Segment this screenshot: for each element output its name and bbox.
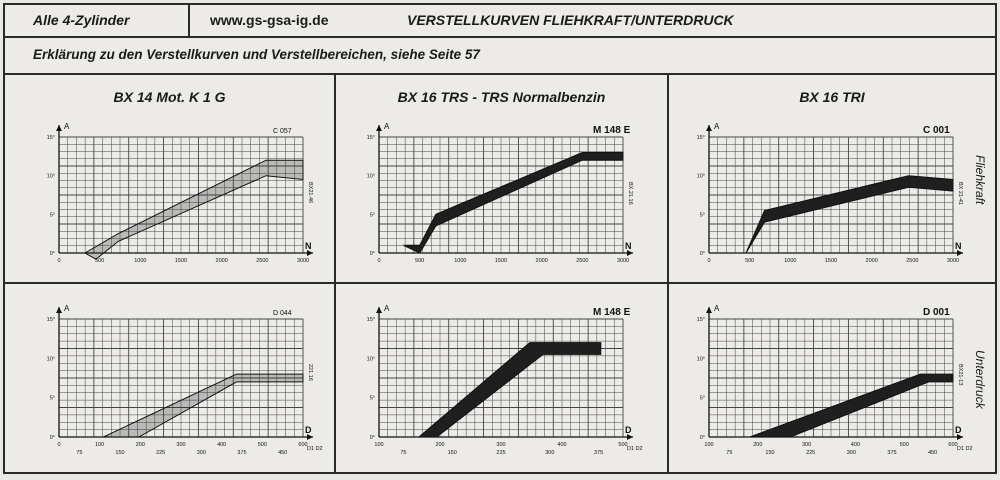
x-tick-label-secondary: 150: [115, 450, 125, 456]
document-title: VERSTELLKURVEN FLIEHKRAFT/UNTERDRUCK: [407, 12, 734, 28]
x-tick-label: 1500: [494, 258, 508, 264]
column-title-bx14: BX 14 Mot. K 1 G: [113, 89, 226, 105]
column-title-bx16trs: BX 16 TRS - TRS Normalbenzin: [397, 89, 606, 105]
x-tick-label: 500: [745, 258, 755, 264]
row-divider: [5, 282, 995, 284]
website-label: www.gs-gsa-ig.de: [210, 12, 329, 28]
chart-bx16tri-unterdruck: [685, 297, 975, 467]
x-tick-label: 300: [176, 442, 186, 448]
curve-code: D 001: [923, 307, 950, 318]
subtitle-text: Erklärung zu den Verstellkurven und Verstellbereichen, siehe Seite 57: [33, 47, 480, 62]
x-tick-label: 2500: [576, 258, 589, 264]
x-tick-label: 1500: [824, 258, 838, 264]
y-tick-label: 0°: [49, 251, 55, 257]
x-tick-label: 1000: [454, 258, 467, 264]
x-tick-label: 500: [618, 442, 628, 448]
y-tick-label: 15°: [46, 135, 55, 141]
y-tick-label: 5°: [699, 395, 705, 402]
x-tick-label: 0: [377, 258, 381, 264]
x-tick-label: 1000: [134, 258, 147, 264]
row-label-unterdruck: Unterdruck: [973, 350, 987, 409]
x-tick-label-secondary: 225: [806, 450, 816, 456]
curve-code: M 148 E: [593, 125, 631, 136]
chart-bx16tri-fliehkraft: [685, 115, 975, 275]
y-axis-label: A: [384, 122, 390, 131]
x-tick-label: 100: [704, 442, 714, 448]
curve-code: D 044: [273, 310, 292, 317]
x-tick-unit: D1 D2: [627, 446, 643, 452]
x-tick-label-secondary: 75: [76, 450, 83, 456]
x-tick-label: 0: [57, 258, 61, 264]
x-tick-label-secondary: 450: [278, 450, 288, 456]
y-tick-label: 5°: [699, 212, 705, 219]
y-tick-label: 10°: [46, 173, 55, 180]
y-tick-label: 15°: [366, 317, 375, 323]
x-tick-unit: D1 D2: [957, 446, 973, 452]
row-label-fliehkraft: Fliehkraft: [973, 155, 987, 205]
x-tick-label-secondary: 375: [887, 450, 897, 456]
advance-band: [403, 153, 623, 254]
y-tick-label: 0°: [369, 435, 375, 441]
y-tick-label: 5°: [369, 395, 375, 402]
x-tick-label: 2500: [906, 258, 919, 264]
x-tick-label: 500: [95, 258, 105, 264]
x-tick-label: 2000: [215, 258, 228, 264]
x-tick-label: 500: [899, 442, 909, 448]
subtitle-bar: [5, 38, 995, 75]
x-tick-label: 600: [298, 442, 308, 448]
header-bar: [5, 5, 995, 38]
y-tick-label: 5°: [49, 212, 55, 219]
x-tick-label-secondary: 150: [447, 450, 457, 456]
x-tick-label-secondary: 300: [545, 450, 555, 456]
y-axis-arrow: [376, 125, 382, 131]
x-tick-label-secondary: 300: [846, 450, 856, 456]
side-code: 221.16: [307, 364, 313, 381]
y-tick-label: 0°: [699, 251, 705, 257]
x-axis-label: N: [955, 241, 962, 251]
x-tick-label: 300: [496, 442, 506, 448]
x-tick-label: 600: [948, 442, 958, 448]
chart-bx16trs-unterdruck: [355, 297, 645, 467]
x-tick-label-secondary: 75: [400, 450, 407, 456]
y-axis-arrow: [376, 307, 382, 313]
y-tick-label: 5°: [369, 212, 375, 219]
x-tick-label: 2000: [535, 258, 548, 264]
chart-body: [697, 122, 963, 264]
chart-body: [47, 304, 323, 456]
y-tick-label: 15°: [366, 135, 375, 141]
x-tick-label: 400: [557, 442, 567, 448]
x-tick-label: 500: [415, 258, 425, 264]
chart-bx14-unterdruck: [35, 297, 325, 467]
x-tick-label-secondary: 300: [196, 450, 206, 456]
chart-body: [47, 122, 313, 264]
x-tick-label: 200: [135, 442, 145, 448]
x-tick-label: 2000: [865, 258, 878, 264]
x-tick-label: 0: [57, 442, 61, 448]
advance-band: [103, 374, 303, 437]
y-axis-arrow: [706, 125, 712, 131]
x-tick-label: 200: [753, 442, 763, 448]
chart-body: [367, 304, 643, 456]
y-tick-label: 10°: [366, 173, 375, 180]
column-divider: [667, 73, 669, 472]
engine-label: Alle 4-Zylinder: [5, 5, 190, 36]
curve-code: M 148 E: [593, 307, 631, 318]
side-code: BX.21.16: [627, 182, 633, 205]
y-tick-label: 10°: [366, 356, 375, 363]
x-tick-label: 100: [374, 442, 384, 448]
side-code: BX 21-41: [957, 182, 963, 205]
x-tick-label: 100: [95, 442, 105, 448]
document-sheet: [3, 3, 997, 474]
y-axis-label: A: [714, 122, 720, 131]
x-tick-label-secondary: 375: [237, 450, 247, 456]
x-tick-label-secondary: 150: [765, 450, 775, 456]
x-tick-label: 1500: [174, 258, 188, 264]
side-code: BX21.46: [307, 182, 313, 204]
x-tick-label: 400: [217, 442, 227, 448]
chart-bx16trs-fliehkraft: [355, 115, 645, 275]
x-axis-label: D: [625, 425, 632, 435]
y-axis-label: A: [714, 304, 720, 313]
y-tick-label: 5°: [49, 395, 55, 402]
x-tick-label-secondary: 375: [594, 450, 604, 456]
x-tick-label-secondary: 450: [928, 450, 938, 456]
chart-bx14-fliehkraft: [35, 115, 325, 275]
x-tick-label: 3000: [296, 258, 310, 264]
x-axis-label: N: [625, 241, 632, 251]
x-tick-label: 0: [707, 258, 711, 264]
x-tick-label: 1000: [784, 258, 797, 264]
chart-body: [697, 304, 973, 456]
y-axis-label: A: [64, 122, 70, 131]
x-axis-label: N: [305, 241, 312, 251]
column-divider: [334, 73, 336, 472]
advance-band: [746, 176, 953, 253]
side-code: BX21-13: [957, 364, 963, 386]
x-tick-unit: D1 D2: [307, 446, 323, 452]
column-title-bx16tri: BX 16 TRI: [799, 89, 865, 105]
y-tick-label: 10°: [696, 173, 705, 180]
chart-body: [367, 122, 633, 264]
x-tick-label: 3000: [946, 258, 960, 264]
y-tick-label: 0°: [369, 251, 375, 257]
y-tick-label: 10°: [696, 356, 705, 363]
y-tick-label: 15°: [46, 317, 55, 323]
x-tick-label-secondary: 225: [496, 450, 506, 456]
x-axis-label: D: [305, 425, 312, 435]
y-tick-label: 10°: [46, 356, 55, 363]
y-tick-label: 0°: [699, 435, 705, 441]
x-tick-label-secondary: 225: [156, 450, 166, 456]
x-tick-label: 400: [850, 442, 860, 448]
x-tick-label: 500: [257, 442, 267, 448]
curve-code: C 001: [923, 125, 950, 136]
y-axis-arrow: [56, 307, 62, 313]
x-axis-label: D: [955, 425, 962, 435]
y-axis-arrow: [706, 307, 712, 313]
curve-code: C 057: [273, 128, 292, 135]
x-tick-label: 200: [435, 442, 445, 448]
y-axis-label: A: [384, 304, 390, 313]
x-tick-label: 2500: [256, 258, 269, 264]
y-axis-label: A: [64, 304, 70, 313]
y-tick-label: 15°: [696, 135, 705, 141]
y-tick-label: 15°: [696, 317, 705, 323]
advance-band: [750, 374, 953, 437]
x-tick-label: 300: [802, 442, 812, 448]
x-tick-label: 3000: [616, 258, 630, 264]
y-axis-arrow: [56, 125, 62, 131]
x-tick-label-secondary: 75: [726, 450, 733, 456]
y-tick-label: 0°: [49, 435, 55, 441]
